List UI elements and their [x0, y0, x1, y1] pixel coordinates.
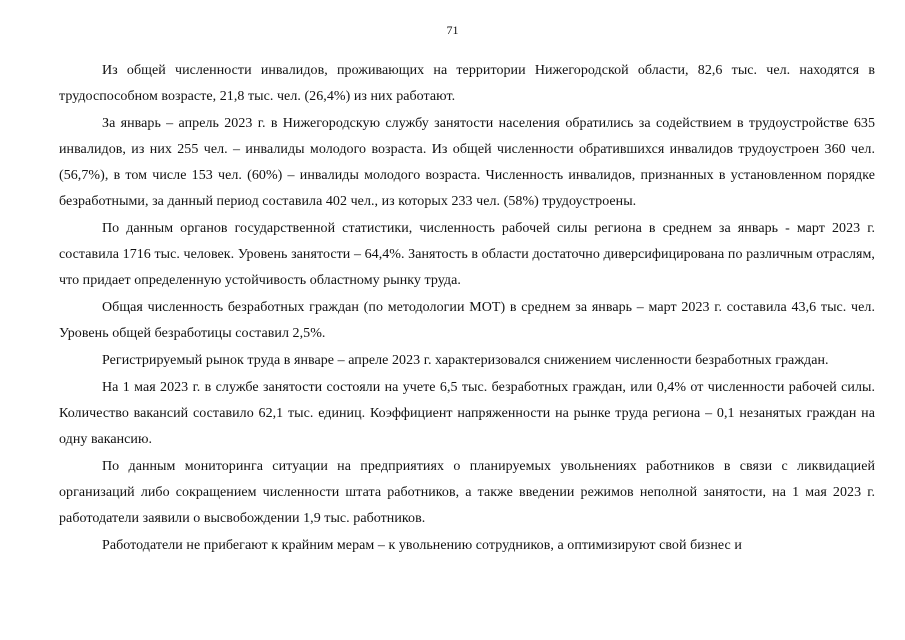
paragraph-disabled-employment-service: За январь – апрель 2023 г. в Нижегородскую службу занятости населения обратились за содействием в трудоустройстве 635 инвалидов, из них 255 чел. – инвалиды молодого возраста. Из общей численности обратившихся инвалидов трудоустроен 360 чел. (56,7%), в том числе 153 чел. (60%) – инвалиды молодого возраста. Численность инвалидов, признанных в установленном порядке безработными, за данный период составила 402 чел., из которых 233 чел. (58%) трудоустроены. — [59, 116, 875, 209]
paragraph-unemployment-ilo: Общая численность безработных граждан (по методологии МОТ) в среднем за январь – март 2023 г. составила 43,6 тыс. чел. Уровень общей безработицы составил 2,5%. — [59, 300, 875, 341]
paragraph-employers: Работодатели не прибегают к крайним мерам – к увольнению сотрудников, а оптимизируют свой бизнес и — [102, 538, 742, 553]
paragraph-disabled-population: Из общей численности инвалидов, проживающих на территории Нижегородской области, 82,6 тыс. чел. находятся в трудоспособном возрасте, 21,8 тыс. чел. (26,4%) из них работают. — [59, 63, 875, 104]
paragraph-registered-market: Регистрируемый рынок труда в январе – апреле 2023 г. характеризовался снижением численности безработных граждан. — [102, 353, 829, 368]
paragraph-layoff-monitoring: По данным мониторинга ситуации на предприятиях о планируемых увольнениях работников в связи с ликвидацией организаций либо сокращением численности штата работников, а также введении режимов неполной занятости, на 1 мая 2023 г. работодатели заявили о высвобождении 1,9 тыс. работников. — [59, 459, 875, 526]
paragraph-registered-unemployed: На 1 мая 2023 г. в службе занятости состояли на учете 6,5 тыс. безработных граждан, или 0,4% от численности рабочей силы. Количество вакансий составило 62,1 тыс. единиц. Коэффициент напряженности на рынке труда региона – 0,1 незанятых граждан на одну вакансию. — [59, 380, 875, 447]
document-body — [59, 58, 875, 560]
page-number: 71 — [446, 23, 459, 37]
paragraph-labor-force: По данным органов государственной статистики, численность рабочей силы региона в среднем за январь - март 2023 г. составила 1716 тыс. человек. Уровень занятости – 64,4%. Занятость в области достаточно диверсифицирована по различным отраслям, что придает определенную устойчивость областному рынку труда. — [59, 221, 875, 288]
